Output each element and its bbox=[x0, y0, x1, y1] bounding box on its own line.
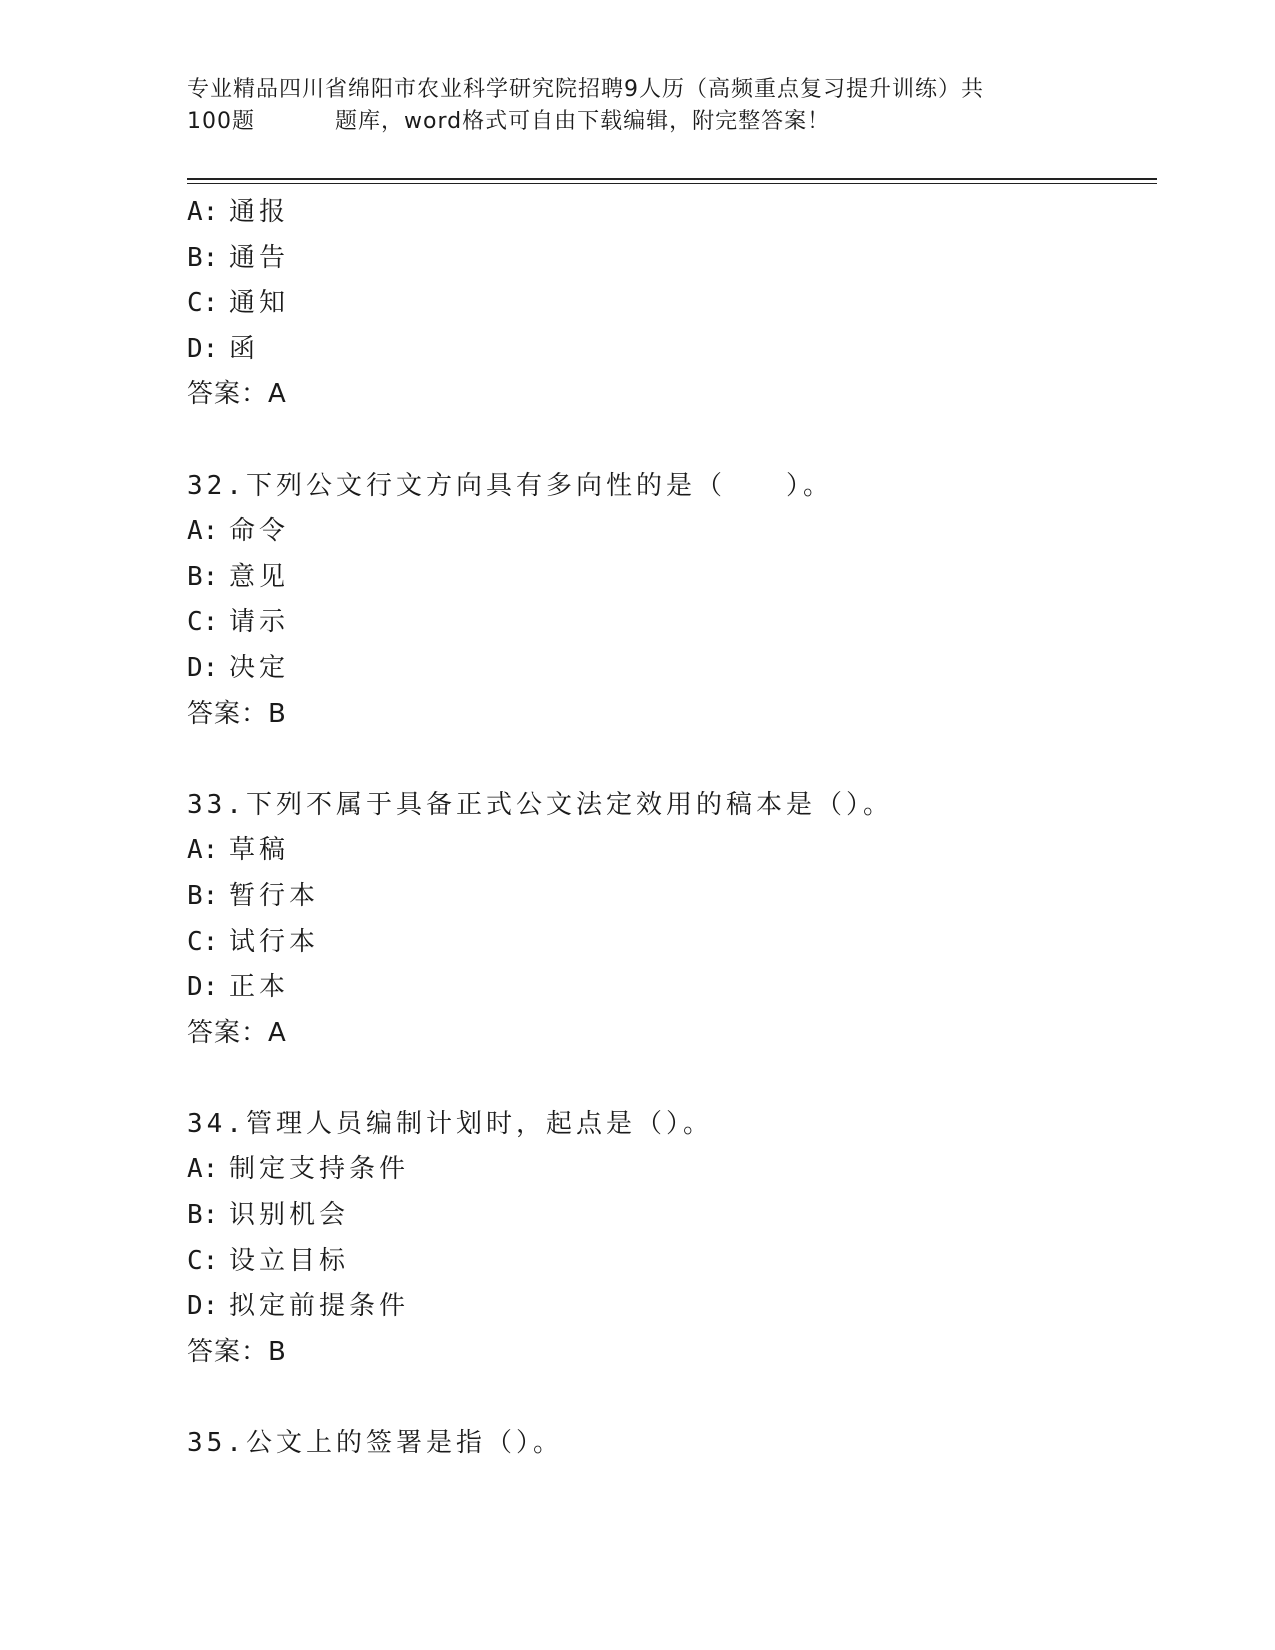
option-d: D: 决定 bbox=[187, 652, 290, 683]
option-b: B: 意见 bbox=[187, 561, 290, 592]
question-31-tail bbox=[187, 190, 1147, 418]
answer: 答案：B bbox=[187, 1336, 287, 1367]
option-b: B: 通告 bbox=[187, 242, 290, 273]
option-a: A: 草稿 bbox=[187, 835, 290, 866]
answer: 答案：B bbox=[187, 698, 287, 729]
question-32 bbox=[187, 464, 1147, 738]
question-33 bbox=[187, 783, 1147, 1057]
option-a: A: 通报 bbox=[187, 197, 290, 227]
option-c: C: 请示 bbox=[187, 607, 290, 638]
option-b: B: 暂行本 bbox=[187, 880, 320, 911]
option-d: D: 拟定前提条件 bbox=[187, 1291, 410, 1322]
question-35 bbox=[187, 1421, 1147, 1467]
option-b: B: 识别机会 bbox=[187, 1200, 350, 1231]
question-stem: 33.下列不属于具备正式公文法定效用的稿本是（）。 bbox=[187, 789, 893, 820]
question-stem: 32.下列公文行文方向具有多向性的是（ ）。 bbox=[187, 470, 833, 501]
option-c: C: 试行本 bbox=[187, 926, 320, 957]
header-divider-thick bbox=[187, 178, 1157, 180]
option-a: A: 制定支持条件 bbox=[187, 1154, 410, 1185]
option-c: C: 通知 bbox=[187, 288, 290, 319]
header-title-line2 bbox=[187, 106, 1087, 138]
option-c: C: 设立目标 bbox=[187, 1245, 350, 1276]
option-d: D: 函 bbox=[187, 333, 260, 364]
document-header bbox=[187, 74, 1087, 138]
header-title-line1: 专业精品四川省绵阳市农业科学研究院招聘9人历（高频重点复习提升训练）共 bbox=[187, 77, 984, 102]
question-stem: 34.管理人员编制计划时，起点是（）。 bbox=[187, 1108, 713, 1139]
header-divider-thin bbox=[187, 183, 1157, 184]
question-list bbox=[187, 190, 1147, 1467]
header-description: 题库，word格式可自由下载编辑，附完整答案！ bbox=[335, 109, 831, 134]
question-stem: 35.公文上的签署是指（）。 bbox=[187, 1428, 563, 1459]
answer: 答案：A bbox=[187, 379, 287, 410]
question-34 bbox=[187, 1102, 1147, 1376]
header-question-count: 100题 bbox=[187, 109, 255, 134]
answer: 答案：A bbox=[187, 1017, 287, 1048]
option-d: D: 正本 bbox=[187, 972, 290, 1003]
option-a: A: 命令 bbox=[187, 516, 290, 547]
